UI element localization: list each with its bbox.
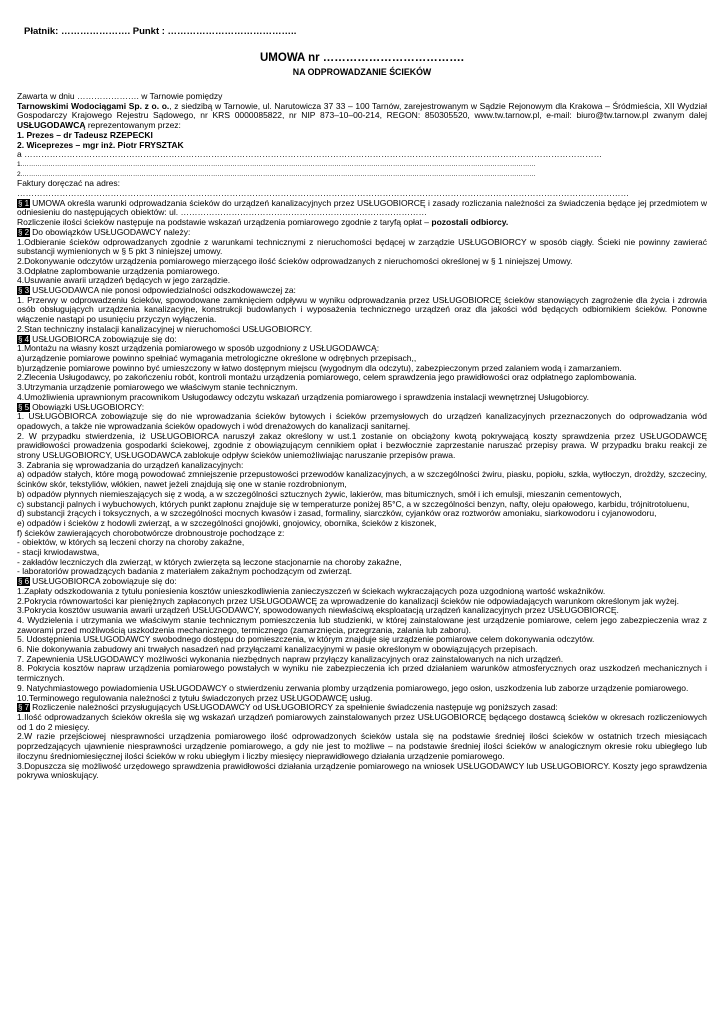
representative-2: 2. Wiceprezes – mgr inż. Piotr FRYSZTAK: [17, 139, 184, 150]
list-item: 1. USŁUGOBIORCA zobowiązuje się do nie wprowadzania ścieków bytowych i ścieków przemysłowych do urządzeń kanalizacyjnych przeznaczonych do odprowadzania wód opadowych, a także nie wprowadzania ścieków opadowych i wód drenażowych do kanalizacji sanitarnej.: [17, 411, 707, 431]
section-6-mark: § 6: [18, 577, 30, 587]
section-6-title: USŁUGOBIORCA zobowiązuje się do:: [32, 576, 177, 587]
list-item: 4.Usuwanie awarii urządzeń będących w jego zarządzie.: [17, 275, 231, 286]
represented-by: reprezentowanym przez:: [85, 120, 181, 131]
list-item: - obiektów, w których są leczeni chorzy na choroby zakaźne,: [17, 537, 245, 548]
section-4-list: [17, 344, 707, 402]
client-line-2: 2.…………………………………………………………………………………………………………………………………………………………………………………………………………………: [17, 170, 536, 178]
list-item: a)urządzenie pomiarowe powinno spełniać wymagania metrologiczne określone w odrębnych przepisach,,: [17, 352, 417, 363]
contract-subtitle: NA ODPROWADZANIE ŚCIEKÓW: [292, 67, 432, 77]
list-item: 8. Pokrycia kosztów napraw urządzenia pomiarowego powstałych w wyniku nie zabezpieczenia ich przed działaniem warunków atmosferycznych oraz uszkodzeń mechanicznych i termicznych.: [17, 663, 707, 684]
invoice-address-line: ………………………………………………………………………………………………………………………………………………………………………………………………: [17, 189, 629, 199]
section-6-list: [17, 587, 707, 703]
list-item: 1.Ilość odprowadzanych ścieków określa się wg wskazań urządzeń pomiarowych zainstalowanych przez USŁUGOBIORCĘ będącego dostawcą ścieków w okresach rozliczeniowych od 1 do 2 miesięcy.: [17, 712, 707, 732]
section-1: [17, 199, 707, 218]
list-item: 1. Przerwy w odprowadzeniu ścieków, spowodowane zamknięciem odpływu w wyniku odprowadzania przez USŁUGOBIORCĘ ścieków stanowiących zagrożenie dla życia i zdrowia osób obsługujących urządzenia kanalizacyjne, konstrukcji budowlanych i wyposażenia technicznego urządzeń oraz dla jakości wód będących odbiornikiem ścieków. Ponowne włączenie nastąpi po usunięciu przyczyn wyłączenia.: [17, 294, 707, 325]
section-3-title: USŁUGODAWCA nie ponosi odpowiedzialności odszkodowawczej za:: [32, 285, 296, 296]
list-item: 6. Nie dokonywania zabudowy ani trwałych nasadzeń nad przyłączami kanalizacyjnymi w pasie określonym w obowiązujących przepisach.: [17, 644, 538, 655]
list-item: 7. Zapewnienia USŁUGODAWCY możliwości wykonania niezbędnych napraw przyłączy kanalizacyjnych oraz zainstalowanych na nich urządzeń.: [17, 653, 564, 664]
section-1-text: UMOWA określa warunki odprowadzania ścieków do urządzeń kanalizacyjnych przez USŁUGOBIORCĘ i zasady rozliczania należności za świadczenia będące jej przedmiotem w odniesieniu do następujących obiektów: ul. ……………………………………………………………………………: [17, 197, 707, 218]
list-item: 2.Stan techniczny instalacji kanalizacyjnej w nieruchomości USŁUGOBIORCY.: [17, 323, 313, 334]
section-4-title: USŁUGOBIORCA zobowiązuje się do:: [32, 333, 177, 344]
intro-parties: [17, 102, 707, 131]
contract-title: UMOWA nr ……………………………….: [259, 52, 464, 64]
section-2-list: [17, 238, 707, 287]
list-item: 5. Udostępnienia USŁUGODAWCY swobodnego dostępu do pomieszczenia, w którym znajduje się urządzenie pomiarowe celem dokonywania odczytów.: [17, 634, 595, 645]
list-item: c) substancji palnych i wybuchowych, których punkt zapłonu znajduje się w temperaturze poniżej 85°C, a w szczególności benzyn, nafty, oleju opałowego, karbidu, trójnitrotoluenu,: [17, 498, 690, 509]
section-3-list: [17, 296, 707, 335]
list-item: 1.Odbieranie ścieków odprowadzanych zgodnie z warunkami technicznymi z nieruchomości będącej w zarządzie USŁUGOBIORCY w sposób ciągły. Ścieki nie powinny zawierać substancji wymienionych w § 5 pkt 3 niniejszej umowy.: [17, 236, 707, 257]
list-item: - zakładów leczniczych dla zwierząt, w których zwierzęta są leczone stacjonarnie na choroby zakaźne,: [17, 556, 402, 567]
list-item: 1.Zapłaty odszkodowania z tytułu poniesienia kosztów unieszkodliwienia zanieczyszczeń w ściekach wykraczających poza uzgodnioną wartość wskaźników.: [17, 585, 606, 596]
invoice-address-label: Faktury doręczać na adres:: [17, 178, 120, 189]
list-item: f) ścieków zawierających chorobotwórcze drobnoustroje pochodzące z:: [17, 527, 285, 538]
section-1-mark: § 1: [18, 198, 30, 208]
list-item: - laboratoriów prowadzących badania z materiałem zakaźnym pochodzącym od zwierząt.: [17, 566, 352, 577]
client-line-1: 1.…………………………………………………………………………………………………………………………………………………………………………………………………………………: [17, 160, 536, 168]
list-item: 3.Dopuszcza się możliwość urzędowego sprawdzenia prawidłowości działania urządzenie pomiarowego na wniosek USŁUGODAWCY lub USŁUGOBIORCY. Koszty jego sprawdzenia pokrywa wnioskujący.: [17, 760, 707, 781]
list-item: 3.Pokrycia kosztów usuwania awarii urządzeń USŁUGODAWCY, spowodowanych niewłaściwą eksploatacją urządzeń kanalizacyjnych przez USŁUGOBIORCĘ.: [17, 605, 619, 616]
list-item: 3.Utrzymania urządzenie pomiarowego we właściwym stanie technicznym.: [17, 382, 298, 393]
list-item: d) substancji żrących i toksycznych, a w szczególności mocnych kwasów i zasad, formaliny, siarczków, cyjanków oraz roztworów amoniaku, siarkowodoru i cyjanowodoru,: [17, 508, 657, 519]
contract-body: [17, 92, 707, 781]
section-7-list: [17, 713, 707, 781]
intro-date-line: Zawarta w dniu …………………. w Tarnowie pomiędzy: [17, 91, 223, 101]
list-item: - stacji krwiodawstwa,: [17, 547, 100, 558]
section-2-title: Do obowiązków USŁUGODAWCY należy:: [32, 226, 191, 237]
settlement-text: Rozliczenie ilości ścieków następuje na podstawie wskazań urządzenia pomiarowego zgodnie z taryfą opłat –: [17, 217, 432, 228]
section-7-mark: § 7: [18, 703, 30, 713]
section-2-mark: § 2: [18, 227, 30, 237]
representative-1: 1. Prezes – dr Tadeusz RZEPECKI: [17, 129, 153, 140]
list-item: 4.Umożliwienia uprawnionym pracownikom Usługodawcy odczytu wskazań urządzenia pomiarowego i sprawdzenia instalacji wewnętrznej Usługobiorcy.: [17, 391, 589, 402]
list-item: e) odpadów i ścieków z hodowli zwierząt, a w szczególności gnojówki, gnojowicy, obornika, ścieków z kiszonek,: [17, 517, 437, 528]
section-4-mark: § 4: [18, 334, 30, 344]
list-item: 4. Wydzielenia i utrzymania we właściwym stanie technicznym pomieszczenia lub studzienki, w której zainstalowane jest urządzenie pomiarowe, celem jego zabezpieczenia wraz z zaworami przed możliwością uszkodzenia mechanicznego, termicznego (zamarznięcia, przegrzania, zalania lub zaboru).: [17, 614, 707, 635]
company-name: Tarnowskimi Wodociągami Sp. z o. o.: [17, 100, 170, 111]
section-5-mark: § 5: [18, 402, 30, 412]
list-item: 3.Odpłatne zaplombowanie urządzenia pomiarowego.: [17, 265, 220, 276]
client-line-a: a ……………………………………………………………………………………………………………………………………………………………………………………: [17, 150, 603, 160]
settlement-tariff-group: pozostali odbiorcy.: [431, 217, 509, 228]
list-item: 2.Zlecenia Usługodawcy, po zakończeniu robót, kontroli montażu urządzenia pomiarowego, celem sprawdzenia jego prawidłowości oraz odpłatnego zaplombowania.: [17, 372, 637, 383]
list-item: b) odpadów płynnych niemieszających się z wodą, a w szczególności sztucznych żywic, lakierów, mas bitumicznych, smół i ich emulsji, mieszanin cementowych,: [17, 488, 622, 499]
service-provider-term: USŁUGODAWCĄ: [17, 120, 86, 131]
list-item: 9. Natychmiastowego powiadomienia USŁUGODAWCY o stwierdzeniu zerwania plomby urządzenia pomiarowego, jego osłon, uszkodzenia lub zaborze urządzenie pomiarowego.: [17, 682, 689, 693]
section-5-title: Obowiązki USŁUGOBIORCY:: [32, 401, 145, 412]
list-item: 2.Pokrycia równowartości kar pieniężnych zapłaconych przez USŁUGODAWCĘ za wprowadzenie do kanalizacji ścieków nie odpowiadających warunkom określonym jak wyżej.: [17, 595, 680, 606]
list-item: 2. W przypadku stwierdzenia, iż USŁUGOBIORCA naruszył zakaz określony w ust.1 zostanie on obciążony kwotą pokrywającą koszty sprawdzenia przez USŁUGODAWCĘ prawidłowości prowadzenia gospodarki ściekowej, zgodnie z obowiązującym cennikiem opłat i bezwłocznie zaprzestanie naruszać przepisy prawa. W przypadku braku reakcji ze strony USŁUGOBIORCY, USŁUGODAWCA zablokuje odpływ ścieków uniemożliwiając naruszanie przepisów prawa.: [17, 430, 707, 461]
list-item: a) odpadów stałych, które mogą powodować zmniejszenie przepustowości przewodów kanalizacyjnych, a w szczególności żwiru, piasku, popiołu, szkła, wytłoczyn, drożdży, szczeciny, ścinków skór, tekstyliów, włókien, nawet jeżeli znajdują się one w stanie rozdrobnionym,: [17, 469, 707, 490]
list-item: 2.W razie przejściowej niesprawności urządzenia pomiarowego ilość odprowadzonych ścieków ustala się na podstawie średniej ilości ścieków w ostatnich trzech miesiącach poprzedzających ujawnienie niesprawności urządzenie pomiarowego, a gdy nie jest to możliwe – na podstawie średniej ilości ścieków w analogicznym okresie roku ubiegłego lub iloczynu średniomiesięcznej ilości ścieków w roku ubiegłym i liczby miesięcy nieprawidłowego działania urządzenie pomiarowego.: [17, 731, 707, 761]
list-item: b)urządzenie pomiarowe powinno być umieszczony w łatwo dostępnym miejscu (wygodnym dla odczytu), zabezpieczonym przed zalaniem wodą i zamarzaniem.: [17, 362, 622, 373]
section-3-mark: § 3: [18, 286, 30, 296]
header-payer-point: Płatnik: …………………. Punkt : …………………………………..: [24, 26, 297, 37]
company-details: , z siedzibą w Tarnowie, ul. Narutowicza 37 33 – 100 Tarnów, zarejestrowanym w Sądzie Rejonowym dla Krakowa – Śródmieścia, XII Wydział Gospodarczy Krajowego Rejestru Sądowego, nr KRS 0000085822, nr NIP 873–10–00-214, REGON: 850305520, www.tw.tarnow.pl, e-mail: biuro@tw.tarnow.pl zwanym dalej: [17, 100, 707, 121]
section-7-title: Rozliczenie należności przysługujących USŁUGODAWCY od USŁUGOBIORCY za spełnienie świadczenia następuje wg poniższych zasad:: [32, 702, 558, 713]
list-item: 10.Terminowego regulowania należności z tytułu świadczonych przez USŁUGODAWCĘ usług.: [17, 692, 373, 703]
section-5-list: [17, 412, 707, 577]
list-item: 2.Dokonywanie odczytów urządzenia pomiarowego mierzącego ilość ścieków odprowadzanych z nieruchomości określonej w § 1 niniejszej Umowy.: [17, 255, 573, 266]
list-item: 1.Montażu na własny koszt urządzenia pomiarowego w sposób uzgodniony z USŁUGODAWCĄ:: [17, 343, 380, 354]
list-item: 3. Zabrania się wprowadzania do urządzeń kanalizacyjnych:: [17, 459, 244, 470]
